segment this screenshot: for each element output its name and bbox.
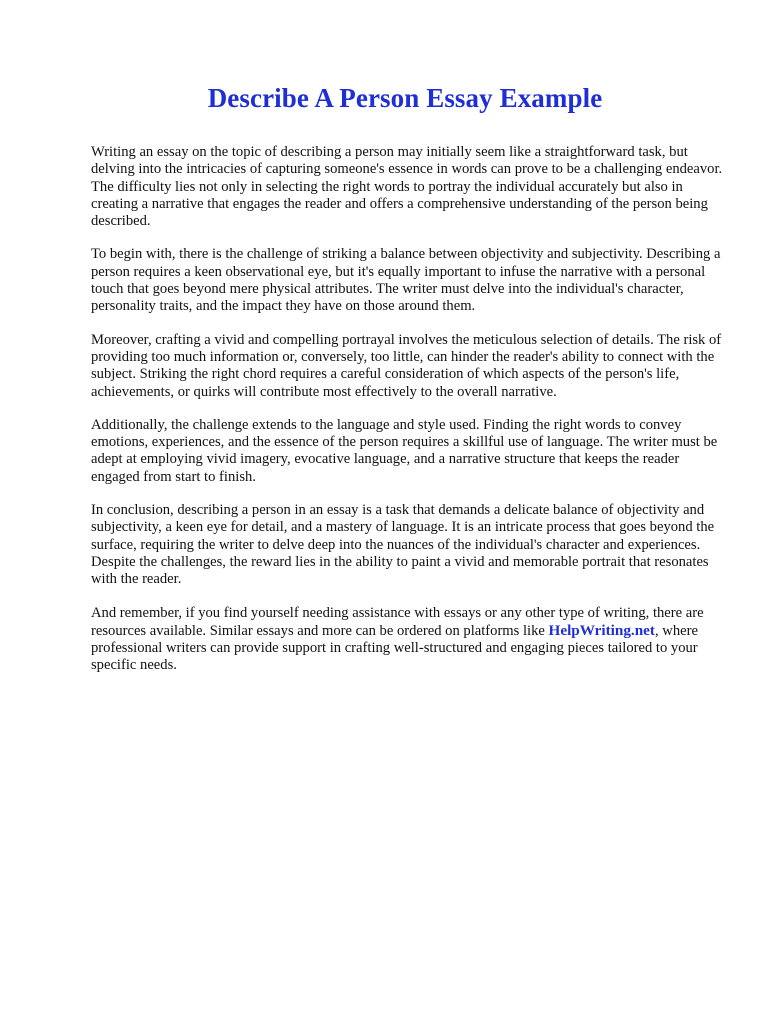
closing-paragraph [91,605,731,675]
paragraph-1: Writing an essay on the topic of describing a person may initially seem like a straightforward task, but delving into the intricacies of capturing someone's essence in words can prove to be a challenging endeavor. The difficulty lies not only in selecting the right words to portray the individual accurately but also in creating a narrative that engages the reader and offers a comprehensive understanding of the person being described. [91,144,723,230]
paragraph-2: To begin with, there is the challenge of striking a balance between objectivity and subjectivity. Describing a person requires a keen observational eye, but it's equally important to infuse the narrative with a personal touch that goes beyond mere physical attributes. The writer must delve into the individual's character, personality traits, and the impact they have on those around them. [91,246,721,315]
paragraph-4: Additionally, the challenge extends to the language and style used. Finding the right words to convey emotions, experiences, and the essence of the person requires a skillful use of language. The writer must be adept at employing vivid imagery, evocative language, and a narrative structure that keeps the reader engaged from start to finish. [91,416,718,485]
paragraph-5: In conclusion, describing a person in an essay is a task that demands a delicate balance of objectivity and subjectivity, a keen eye for detail, and a mastery of language. It is an intricate process that goes beyond the surface, requiring the writer to delve deep into the nuances of the individual's character and experiences. Despite the challenges, the reward lies in the ability to paint a vivid and memorable portrait that resonates with the reader. [91,502,715,588]
helpwriting-link[interactable]: HelpWriting.net [548,621,655,639]
closing-text-before-link: And remember, if you find yourself needing assistance with essays or any other type of writing, there are resources available. Similar essays and more can be ordered on platforms like [91,604,704,639]
essay-body [91,144,731,675]
closing-text-after-link: , where professional writers can provide support in crafting well-structured and engaging pieces tailored to your specific needs. [91,622,698,674]
paragraph-3: Moreover, crafting a vivid and compelling portrayal involves the meticulous selection of details. The risk of providing too much information or, conversely, too little, can hinder the reader's ability to connect with the subject. Striking the right chord requires a careful consideration of which aspects of the person's life, achievements, or quirks will contribute most effectively to the overall narrative. [91,331,722,400]
page-title: Describe A Person Essay Example [207,83,603,113]
